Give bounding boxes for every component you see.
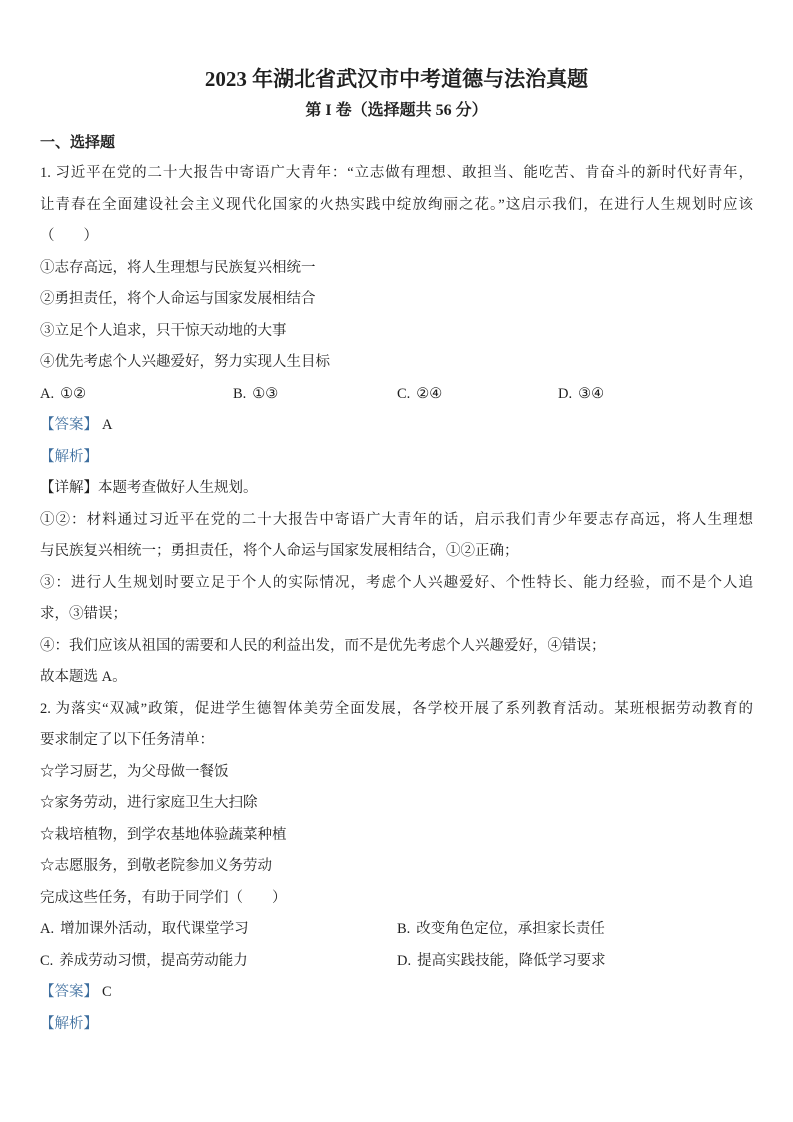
q2-answer-line <box>40 977 753 1009</box>
q1-option-a-text: ①② <box>60 385 87 402</box>
q2-option-c <box>40 946 397 978</box>
q1-detail-line-5: 求，③错误； <box>40 606 127 622</box>
q2-task-1: ☆学习厨艺，为父母做一餐饭 <box>40 763 229 780</box>
q1-item-4: ④优先考虑个人兴趣爱好，努力实现人生目标 <box>40 354 330 370</box>
q2-option-b-label: B. <box>397 921 411 937</box>
q2-option-b <box>397 914 753 946</box>
q1-item-2: ②勇担责任，将个人命运与国家发展相结合 <box>40 291 316 307</box>
q2-answer-value: C <box>102 984 112 1000</box>
question-2 <box>40 694 753 1041</box>
q2-analysis-tag: 【解析】 <box>40 1015 98 1032</box>
q2-analysis-line <box>40 1009 753 1041</box>
q2-task-4: ☆志愿服务，到敬老院参加义务劳动 <box>40 858 272 874</box>
doc-title: 2023 年湖北省武汉市中考道德与法治真题 <box>204 67 589 91</box>
q2-stem-line-1: 2. 为落实“双减”政策，促进学生德智体美劳全面发展，各学校开展了系列教育活动。某班根据劳动教育的 <box>40 700 753 717</box>
q2-option-a-label: A. <box>40 921 55 937</box>
q2-options-row-1 <box>40 914 753 946</box>
q1-item-1: ①志存高远，将人生理想与民族复兴相统一 <box>40 259 316 276</box>
q1-option-a <box>40 379 233 411</box>
q1-item-3: ③立足个人追求，只干惊天动地的大事 <box>40 322 287 339</box>
q2-option-d <box>397 946 753 978</box>
q1-option-b-label: B. <box>233 385 247 402</box>
q2-closing-line: 完成这些任务，有助于同学们（ ） <box>40 889 287 906</box>
question-1 <box>40 158 753 694</box>
q2-stem-line-2: 要求制定了以下任务清单： <box>40 732 214 748</box>
q1-option-d-label: D. <box>558 385 573 402</box>
doc-subtitle: 第 I 卷（选择题共 56 分） <box>305 102 488 119</box>
q1-option-a-label: A. <box>40 385 55 402</box>
q2-option-d-text: 提高实践技能，降低学习要求 <box>417 952 606 969</box>
q2-task-2: ☆家务劳动，进行家庭卫生大扫除 <box>40 795 258 811</box>
q2-answer-tag: 【答案】 <box>40 984 98 1000</box>
q2-option-c-text: 养成劳动习惯，提高劳动能力 <box>59 952 248 969</box>
q2-option-b-text: 改变角色定位，承担家长责任 <box>416 921 605 937</box>
q2-option-a <box>40 914 397 946</box>
q2-task-3: ☆栽培植物，到学农基地体验蔬菜种植 <box>40 826 287 843</box>
q1-stem-line-1: 1. 习近平在党的二十大报告中寄语广大青年：“立志做有理想、敢担当、能吃苦、肯奋斗的新时代好青年， <box>40 165 753 181</box>
q1-option-c-label: C. <box>397 385 411 402</box>
q1-stem-line-2: 让青春在全面建设社会主义现代化国家的火热实践中绽放绚丽之花。”这启示我们，在进行人生规划时应该 <box>40 196 753 213</box>
q1-detail-line-3: 与民族复兴相统一；勇担责任，将个人命运与国家发展相结合，①②正确； <box>40 543 519 559</box>
q1-detail-line-2: ①②：材料通过习近平在党的二十大报告中寄语广大青年的话，启示我们青少年要志存高远，将人生理想 <box>40 511 753 528</box>
q1-analysis-line <box>40 442 753 474</box>
q1-analysis-tag: 【解析】 <box>40 448 98 465</box>
q2-option-d-label: D. <box>397 952 412 969</box>
q1-option-d-text: ③④ <box>578 385 605 402</box>
q1-option-d <box>558 379 753 411</box>
q1-answer-tag: 【答案】 <box>40 417 98 433</box>
q1-option-c <box>397 379 558 411</box>
q1-stem-parentheses: （ ） <box>40 228 98 244</box>
q2-option-a-text: 增加课外活动，取代课堂学习 <box>60 921 249 937</box>
q1-detail-line-1: 【详解】本题考查做好人生规划。 <box>40 480 258 496</box>
q1-option-c-text: ②④ <box>416 385 443 402</box>
q1-option-b <box>233 379 397 411</box>
q2-option-c-label: C. <box>40 952 54 969</box>
q1-options-row <box>40 379 753 411</box>
q2-options-row-2 <box>40 946 753 978</box>
q1-answer-line <box>40 410 753 442</box>
q1-detail-line-4: ③：进行人生规划时要立足于个人的实际情况，考虑个人兴趣爱好、个性特长、能力经验，而不是个人追 <box>40 574 753 591</box>
q1-answer-value: A <box>102 417 113 433</box>
q1-detail-line-7: 故本题选 A。 <box>40 669 127 685</box>
q1-option-b-text: ①③ <box>252 385 279 402</box>
section-heading: 一、选择题 <box>40 135 116 151</box>
q1-detail-line-6: ④：我们应该从祖国的需要和人民的利益出发，而不是优先考虑个人兴趣爱好，④错误； <box>40 637 606 654</box>
